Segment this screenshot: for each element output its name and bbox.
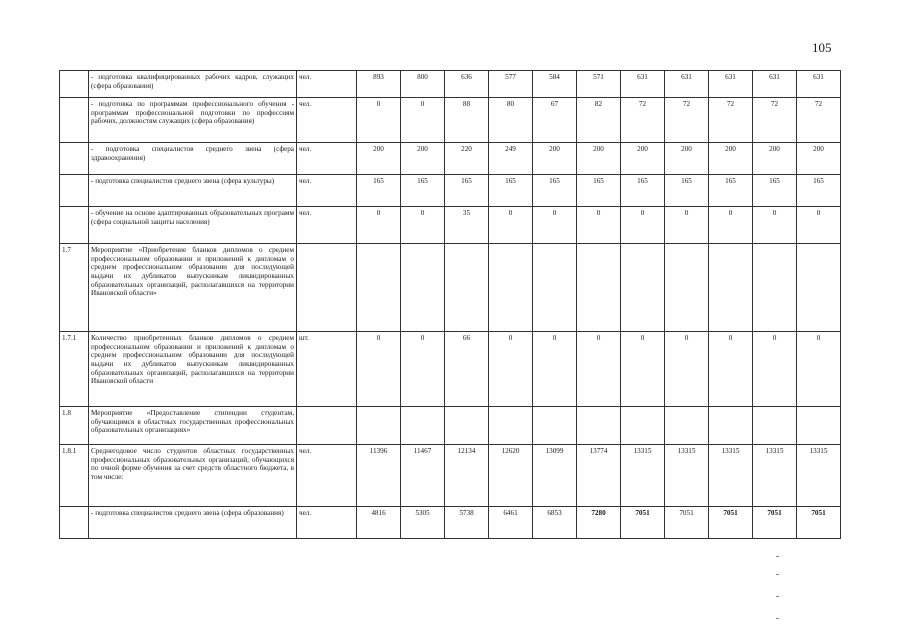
value-cell: 5738 [445,507,489,539]
value-cell: 12134 [445,445,489,507]
value-cell: 7280 [577,507,621,539]
value-cell: 0 [709,207,753,244]
unit-cell: чел. [297,445,357,507]
row-number-cell [60,175,89,207]
value-cell: 7051 [709,507,753,539]
value-cell: 72 [797,98,841,143]
value-cell: 13099 [533,445,577,507]
page-number: 105 [812,40,832,55]
value-cell: 220 [445,143,489,175]
value-cell [709,407,753,445]
table-row [60,207,841,244]
value-cell: 6853 [533,507,577,539]
scan-mark [776,618,779,619]
unit-cell: чел. [297,507,357,539]
row-number-cell: 1.8 [60,407,89,445]
indicators-table [59,70,841,539]
value-cell [665,407,709,445]
description-cell: - подготовка по программам профессионального обучения - программам профессиональной подготовки по профессиям рабочих, должностям служащих (сфера образования) [89,98,297,143]
value-cell: 13315 [753,445,797,507]
description-cell: - подготовка специалистов среднего звена (сфера здравоохранения) [89,143,297,175]
value-cell: 13315 [665,445,709,507]
value-cell: 200 [533,143,577,175]
value-cell: 0 [621,332,665,407]
value-cell: 0 [357,98,401,143]
value-cell [357,407,401,445]
description-cell: Мероприятие «Предоставление стипендии студентам, обучающимся в областных государственных профессиональных образовательных организациях» [89,407,297,445]
value-cell: 165 [797,175,841,207]
value-cell [489,407,533,445]
value-cell: 11396 [357,445,401,507]
value-cell: 7051 [797,507,841,539]
value-cell: 584 [533,71,577,98]
value-cell [533,407,577,445]
value-cell: 5305 [401,507,445,539]
value-cell: 631 [665,71,709,98]
table-row [60,71,841,98]
value-cell: 67 [533,98,577,143]
value-cell: 12620 [489,445,533,507]
value-cell: 631 [621,71,665,98]
value-cell: 0 [753,207,797,244]
value-cell: 0 [401,207,445,244]
value-cell: 165 [753,175,797,207]
description-cell: Среднегодовое число студентов областных государственных профессиональных образовательных организаций, обучающихся по очной форме обучения за счет средств областного бюджета, в том числе: [89,445,297,507]
unit-cell: шт. [297,332,357,407]
value-cell: 4816 [357,507,401,539]
value-cell: 0 [709,332,753,407]
value-cell: 631 [753,71,797,98]
value-cell: 200 [753,143,797,175]
value-cell: 13315 [621,445,665,507]
value-cell: 165 [489,175,533,207]
value-cell: 200 [621,143,665,175]
value-cell: 165 [533,175,577,207]
value-cell: 200 [709,143,753,175]
table-row [60,332,841,407]
value-cell: 0 [401,98,445,143]
value-cell: 165 [445,175,489,207]
table-row [60,507,841,539]
value-cell: 0 [797,332,841,407]
description-cell: - обучение на основе адаптированных образовательных программ (сфера социальной защиты населения) [89,207,297,244]
value-cell: 6461 [489,507,533,539]
value-cell: 0 [753,332,797,407]
value-cell [709,244,753,332]
row-number-cell: 1.7.1 [60,332,89,407]
scan-mark [776,556,779,557]
value-cell: 165 [357,175,401,207]
value-cell: 165 [577,175,621,207]
unit-cell: чел. [297,207,357,244]
table-row [60,143,841,175]
value-cell: 200 [797,143,841,175]
value-cell [533,244,577,332]
value-cell: 0 [665,207,709,244]
value-cell [753,244,797,332]
value-cell: 7051 [753,507,797,539]
table-row [60,175,841,207]
value-cell: 72 [621,98,665,143]
description-cell: - подготовка специалистов среднего звена (сфера культуры) [89,175,297,207]
value-cell: 249 [489,143,533,175]
value-cell [797,407,841,445]
value-cell: 0 [357,332,401,407]
value-cell: 631 [709,71,753,98]
description-cell: - подготовка специалистов среднего звена (сфера образования) [89,507,297,539]
row-number-cell [60,507,89,539]
value-cell: 800 [401,71,445,98]
value-cell: 0 [533,207,577,244]
value-cell [445,407,489,445]
value-cell: 0 [577,332,621,407]
value-cell [753,407,797,445]
value-cell: 200 [577,143,621,175]
scan-mark [776,596,779,597]
value-cell [401,244,445,332]
row-number-cell [60,143,89,175]
row-number-cell: 1.7 [60,244,89,332]
scan-mark [776,574,779,575]
value-cell [445,244,489,332]
description-cell: Количество приобретенных бланков дипломов о среднем профессиональном образовании и приложений к дипломам о среднем профессиональном образовании для последующей выдачи их дубликатов выпускникам ликвидированных образовательных организаций, располагавшихся на территории Ивановской области [89,332,297,407]
value-cell: 0 [489,332,533,407]
row-number-cell [60,98,89,143]
value-cell: 636 [445,71,489,98]
table-row [60,407,841,445]
value-cell: 13774 [577,445,621,507]
value-cell: 72 [753,98,797,143]
value-cell: 7051 [665,507,709,539]
value-cell: 11467 [401,445,445,507]
value-cell [577,407,621,445]
row-number-cell [60,207,89,244]
value-cell [577,244,621,332]
value-cell: 80 [489,98,533,143]
value-cell: 165 [709,175,753,207]
table-row [60,445,841,507]
value-cell: 0 [533,332,577,407]
description-cell: Мероприятие «Приобретение бланков дипломов о среднем профессиональном образовании и приложений к дипломам о среднем профессиональном образовании для последующей выдачи их дубликатов выпускникам ликвидированных образовательных организаций, располагавшихся на территории Ивановской области» [89,244,297,332]
value-cell: 200 [401,143,445,175]
unit-cell [297,244,357,332]
table-row [60,98,841,143]
value-cell: 35 [445,207,489,244]
value-cell: 72 [665,98,709,143]
unit-cell: чел. [297,98,357,143]
value-cell: 7051 [621,507,665,539]
value-cell: 200 [665,143,709,175]
value-cell: 577 [489,71,533,98]
unit-cell: чел. [297,71,357,98]
value-cell [621,244,665,332]
value-cell: 165 [401,175,445,207]
value-cell [357,244,401,332]
value-cell: 631 [797,71,841,98]
value-cell: 893 [357,71,401,98]
value-cell: 66 [445,332,489,407]
value-cell: 571 [577,71,621,98]
value-cell: 0 [401,332,445,407]
value-cell: 88 [445,98,489,143]
value-cell: 13315 [709,445,753,507]
value-cell [489,244,533,332]
value-cell: 0 [577,207,621,244]
value-cell: 165 [665,175,709,207]
value-cell: 13315 [797,445,841,507]
unit-cell [297,407,357,445]
table-body [60,71,841,539]
row-number-cell [60,71,89,98]
value-cell: 0 [797,207,841,244]
value-cell [665,244,709,332]
value-cell: 200 [357,143,401,175]
value-cell: 82 [577,98,621,143]
value-cell [797,244,841,332]
unit-cell: чел. [297,143,357,175]
row-number-cell: 1.8.1 [60,445,89,507]
value-cell: 165 [621,175,665,207]
value-cell: 0 [489,207,533,244]
value-cell [621,407,665,445]
unit-cell: чел. [297,175,357,207]
value-cell: 0 [665,332,709,407]
value-cell: 0 [621,207,665,244]
value-cell: 0 [357,207,401,244]
value-cell: 72 [709,98,753,143]
table-row [60,244,841,332]
value-cell [401,407,445,445]
description-cell: - подготовка квалифицированных рабочих кадров, служащих (сфера образования) [89,71,297,98]
